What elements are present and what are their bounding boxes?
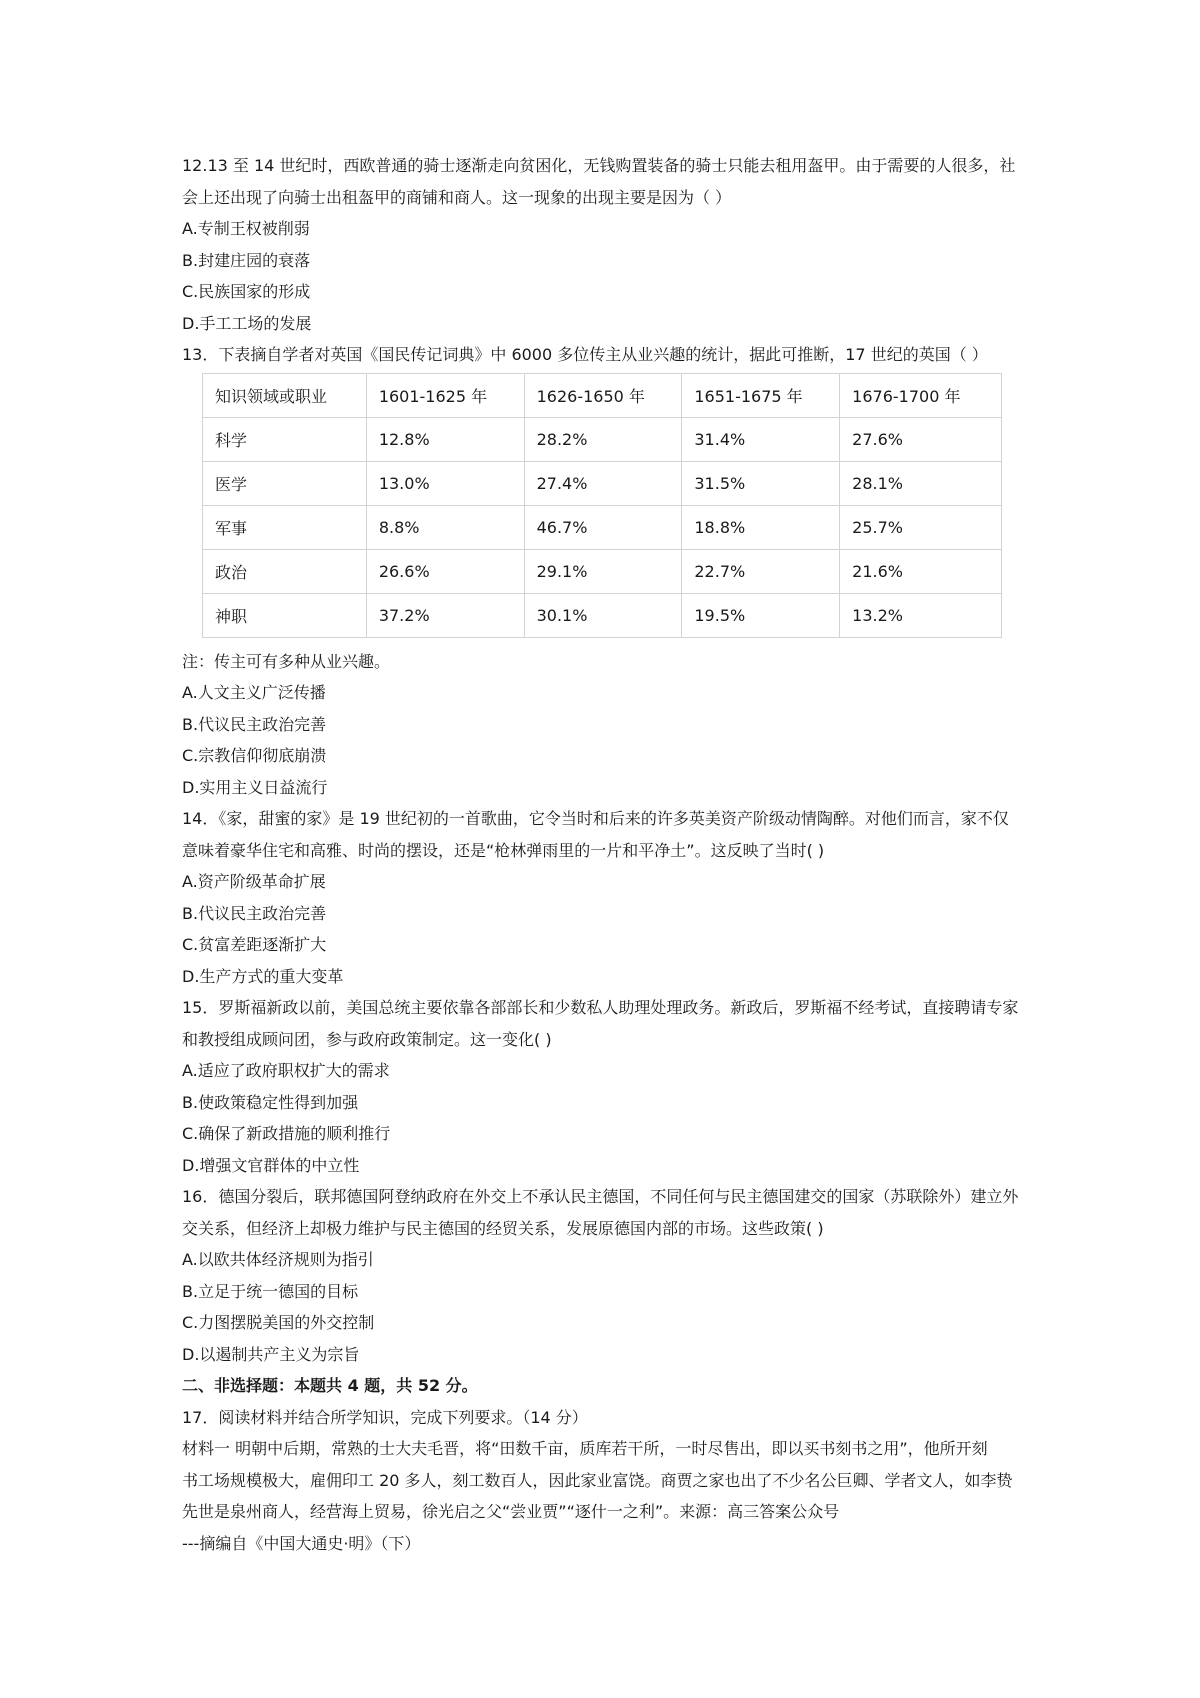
q16-stem-line2: 交关系，但经济上却极力维护与民主德国的经贸关系，发展原德国内部的市场。这些政策( ): [182, 1218, 824, 1238]
q16-option-c: C.力图摆脱美国的外交控制: [182, 1313, 375, 1332]
q15-option-d: D.增强文官群体的中立性: [182, 1155, 360, 1175]
table-header-cell: 1601-1625 年: [366, 373, 524, 417]
q16-option-a: A.以欧共体经济规则为指引: [182, 1250, 374, 1269]
q13-option-b: B.代议民主政治完善: [182, 714, 327, 734]
q15-stem-line1: 15．罗斯福新政以前，美国总统主要依靠各部部长和少数私人助理处理政务。新政后，罗斯福不经考试，直接聘请专家: [182, 998, 1019, 1017]
table-cell: 政治: [203, 549, 367, 593]
table-cell: 30.1%: [524, 593, 682, 637]
table-cell: 29.1%: [524, 549, 682, 593]
q14-stem-line1: 14．《家，甜蜜的家》是 19 世纪初的一首歌曲，它令当时和后来的许多英美资产阶级动情陶醉。对他们而言，家不仅: [182, 809, 1009, 828]
q17-material-line1: 材料一 明朝中后期，常熟的士大夫毛晋，将“田数千亩，质库若干所，一时尽售出，即以买书刻书之用”，他所开刻: [182, 1439, 988, 1458]
q13-option-a: A.人文主义广泛传播: [182, 683, 326, 702]
table-header-cell: 知识领域或职业: [203, 373, 367, 417]
q15-option-a: A.适应了政府职权扩大的需求: [182, 1061, 390, 1080]
q13-note: 注：传主可有多种从业兴趣。: [182, 651, 391, 671]
table-row: [203, 461, 1002, 505]
q17-source: ---摘编自《中国大通史·明》（下）: [182, 1533, 421, 1553]
q16-stem-line1: 16．德国分裂后，联邦德国阿登纳政府在外交上不承认民主德国，不同任何与民主德国建交的国家（苏联除外）建立外: [182, 1187, 1019, 1206]
q12-stem-line2: 会上还出现了向骑士出租盔甲的商铺和商人。这一现象的出现主要是因为（ ）: [182, 187, 732, 207]
table-cell: 神职: [203, 593, 367, 637]
q14-option-c: C.贫富差距逐渐扩大: [182, 935, 327, 954]
table-header-cell: 1626-1650 年: [524, 373, 682, 417]
table-cell: 28.2%: [524, 417, 682, 461]
table-cell: 31.5%: [682, 461, 840, 505]
table-cell: 19.5%: [682, 593, 840, 637]
q17-stem: 17．阅读材料并结合所学知识，完成下列要求。（14 分）: [182, 1407, 588, 1427]
q16-option-d: D.以遏制共产主义为宗旨: [182, 1344, 360, 1364]
table-cell: 22.7%: [682, 549, 840, 593]
q15-option-c: C.确保了新政措施的顺利推行: [182, 1124, 391, 1143]
table-header-row: [203, 373, 1002, 417]
q14-option-d: D.生产方式的重大变革: [182, 966, 344, 986]
table-cell: 12.8%: [366, 417, 524, 461]
table-cell: 28.1%: [840, 461, 1002, 505]
q14-stem-line2: 意味着豪华住宅和高雅、时尚的摆设，还是“枪林弹雨里的一片和平净土”。这反映了当时( ): [182, 840, 825, 860]
q13-stem: 13．下表摘自学者对英国《国民传记词典》中 6000 多位传主从业兴趣的统计，据此可推断，17 世纪的英国（ ）: [182, 345, 988, 364]
q12-stem-line1: 12.13 至 14 世纪时，西欧普通的骑士逐渐走向贫困化，无钱购置装备的骑士只能去租用盔甲。由于需要的人很多，社: [182, 156, 1016, 175]
table-cell: 27.6%: [840, 417, 1002, 461]
exam-page: [182, 150, 1032, 1559]
q16-option-b: B.立足于统一德国的目标: [182, 1281, 359, 1301]
q13-option-c: C.宗教信仰彻底崩溃: [182, 746, 327, 765]
q14-option-b: B.代议民主政治完善: [182, 903, 327, 923]
table-cell: 13.0%: [366, 461, 524, 505]
table-cell: 26.6%: [366, 549, 524, 593]
table-cell: 科学: [203, 417, 367, 461]
q17-material-line3: 先世是泉州商人，经营海上贸易，徐光启之父“尝业贾”“逐什一之利”。来源：高三答案公众号: [182, 1502, 840, 1521]
table-row: [203, 549, 1002, 593]
table-row: [203, 505, 1002, 549]
q12-option-d: D.手工工场的发展: [182, 313, 312, 333]
q12-option-c: C.民族国家的形成: [182, 282, 311, 301]
table-cell: 医学: [203, 461, 367, 505]
table-cell: 46.7%: [524, 505, 682, 549]
table-cell: 18.8%: [682, 505, 840, 549]
table-header-cell: 1676-1700 年: [840, 373, 1002, 417]
table-cell: 8.8%: [366, 505, 524, 549]
table-cell: 37.2%: [366, 593, 524, 637]
table-cell: 25.7%: [840, 505, 1002, 549]
table-cell: 27.4%: [524, 461, 682, 505]
q15-stem-line2: 和教授组成顾问团，参与政府政策制定。这一变化( ): [182, 1029, 552, 1049]
q15-option-b: B.使政策稳定性得到加强: [182, 1092, 359, 1112]
q12-option-b: B.封建庄园的衰落: [182, 250, 311, 270]
q12-option-a: A.专制王权被削弱: [182, 219, 310, 238]
q14-option-a: A.资产阶级革命扩展: [182, 872, 326, 891]
section2-title: 二、非选择题：本题共 4 题，共 52 分。: [182, 1376, 478, 1395]
table-cell: 军事: [203, 505, 367, 549]
table-row: [203, 417, 1002, 461]
table-cell: 31.4%: [682, 417, 840, 461]
q17-material-line2: 书工场规模极大，雇佣印工 20 多人，刻工数百人，因此家业富饶。商贾之家也出了不少名公巨卿、学者文人，如李贽: [182, 1470, 1013, 1490]
table-cell: 21.6%: [840, 549, 1002, 593]
q13-option-d: D.实用主义日益流行: [182, 777, 328, 797]
table-cell: 13.2%: [840, 593, 1002, 637]
q13-statistics-table: [202, 373, 1002, 638]
table-header-cell: 1651-1675 年: [682, 373, 840, 417]
table-row: [203, 593, 1002, 637]
